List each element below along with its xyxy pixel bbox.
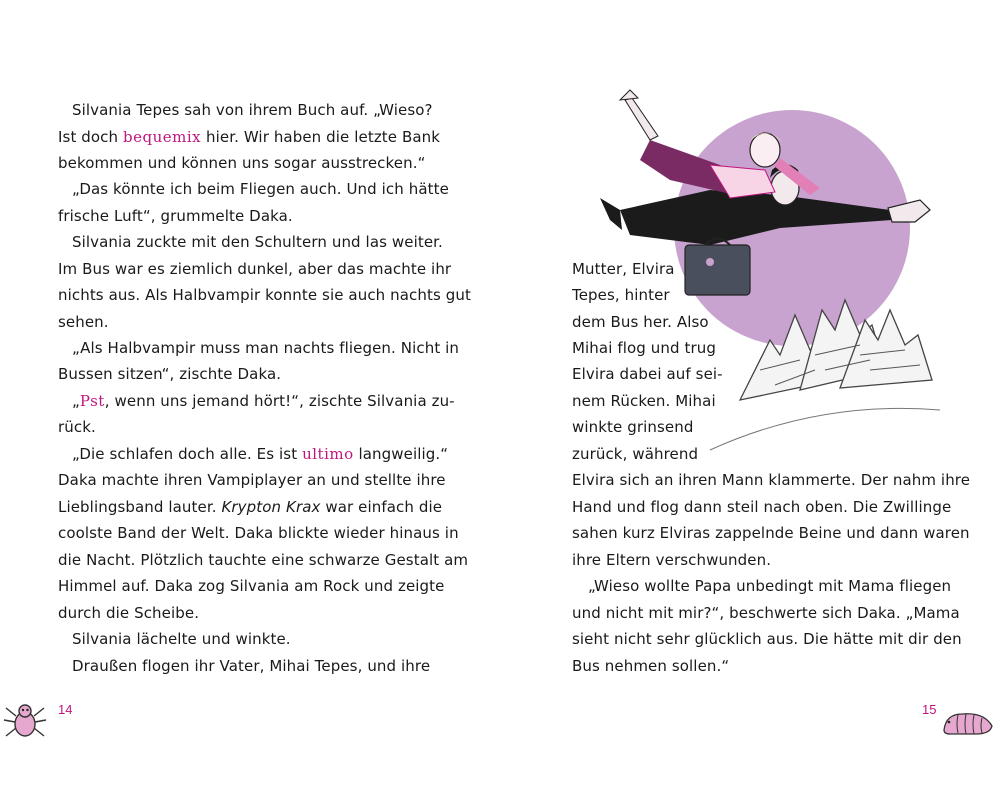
text-line: nem Rücken. Mihai <box>572 392 716 410</box>
text-line: Mihai flog und trug <box>572 339 716 357</box>
text-line: sahen kurz Elviras zappelnde Beine und dann waren <box>572 524 970 542</box>
text-line: „Als Halbvampir muss man nachts fliegen. Nicht in <box>72 339 460 357</box>
text-line: Mutter, Elvira <box>572 260 675 278</box>
text-line: die Nacht. Plötzlich tauchte eine schwarze Gestalt am <box>58 551 469 569</box>
text-line: Hand und flog dann steil nach oben. Die Zwillinge <box>572 498 952 516</box>
text-line: Lieblingsband lauter. Krypton Krax war einfach die <box>58 498 443 516</box>
text-line: Silvania lächelte und winkte. <box>72 630 291 648</box>
text-line: „Pst, wenn uns jemand hört!“, zischte Silvania zu- <box>72 392 455 410</box>
text-line: Ist doch bequemix hier. Wir haben die letzte Bank <box>58 128 441 146</box>
magic-word: Pst <box>79 392 105 410</box>
page-number: 15 <box>922 702 937 717</box>
text-line: zurück, während <box>572 445 699 463</box>
text-line: Himmel auf. Daka zog Silvania am Rock und zeigte <box>58 577 445 595</box>
text-line: Bussen sitzen“, zischte Daka. <box>58 365 282 383</box>
text-line: Im Bus war es ziemlich dunkel, aber das machte ihr <box>58 260 452 278</box>
magic-word: ultimo <box>302 445 354 463</box>
text-line: Elvira sich an ihren Mann klammerte. Der nahm ihre <box>572 471 971 489</box>
text-line: durch die Scheibe. <box>58 604 200 622</box>
text-line: Tepes, hinter <box>572 286 670 304</box>
spider-icon <box>2 700 48 744</box>
text-line: „Das könnte ich beim Fliegen auch. Und ich hätte <box>72 180 449 198</box>
text-line: bekommen und können uns sogar ausstrecken.“ <box>58 154 426 172</box>
text-line: coolste Band der Welt. Daka blickte wieder hinaus in <box>58 524 459 542</box>
text-line: Silvania zuckte mit den Schultern und las weiter. <box>72 233 443 251</box>
text-line: sieht nicht sehr glücklich aus. Die hätte mit dir den <box>572 630 962 648</box>
page-number: 14 <box>58 702 73 717</box>
text-line: frische Luft“, grummelte Daka. <box>58 207 293 225</box>
flying-parents-illustration <box>560 70 960 480</box>
text-line: rück. <box>58 418 96 436</box>
text-line: Bus nehmen sollen.“ <box>572 657 730 675</box>
magic-word: bequemix <box>123 128 202 146</box>
text-line: und nicht mit mir?“, beschwerte sich Daka. „Mama <box>572 604 960 622</box>
text-line: Elvira dabei auf sei- <box>572 365 723 383</box>
text-line: „Wieso wollte Papa unbedingt mit Mama fliegen <box>588 577 952 595</box>
text-line: nichts aus. Als Halbvampir konnte sie auch nachts gut <box>58 286 471 304</box>
ground-line <box>710 408 940 450</box>
suitcase <box>685 239 750 296</box>
larva-icon <box>940 704 996 738</box>
text-line: Silvania Tepes sah von ihrem Buch auf. „Wieso? <box>72 101 433 119</box>
band-name: Krypton Krax <box>221 498 321 516</box>
text-line: ihre Eltern verschwunden. <box>572 551 772 569</box>
text-line: „Die schlafen doch alle. Es ist ultimo langweilig.“ <box>72 445 449 463</box>
text-line: sehen. <box>58 313 109 331</box>
text-line: Draußen flogen ihr Vater, Mihai Tepes, und ihre <box>72 657 431 675</box>
text-line: winkte grinsend <box>572 418 694 436</box>
text-line: Daka machte ihren Vampiplayer an und stellte ihre <box>58 471 446 489</box>
text-line: dem Bus her. Also <box>572 313 709 331</box>
